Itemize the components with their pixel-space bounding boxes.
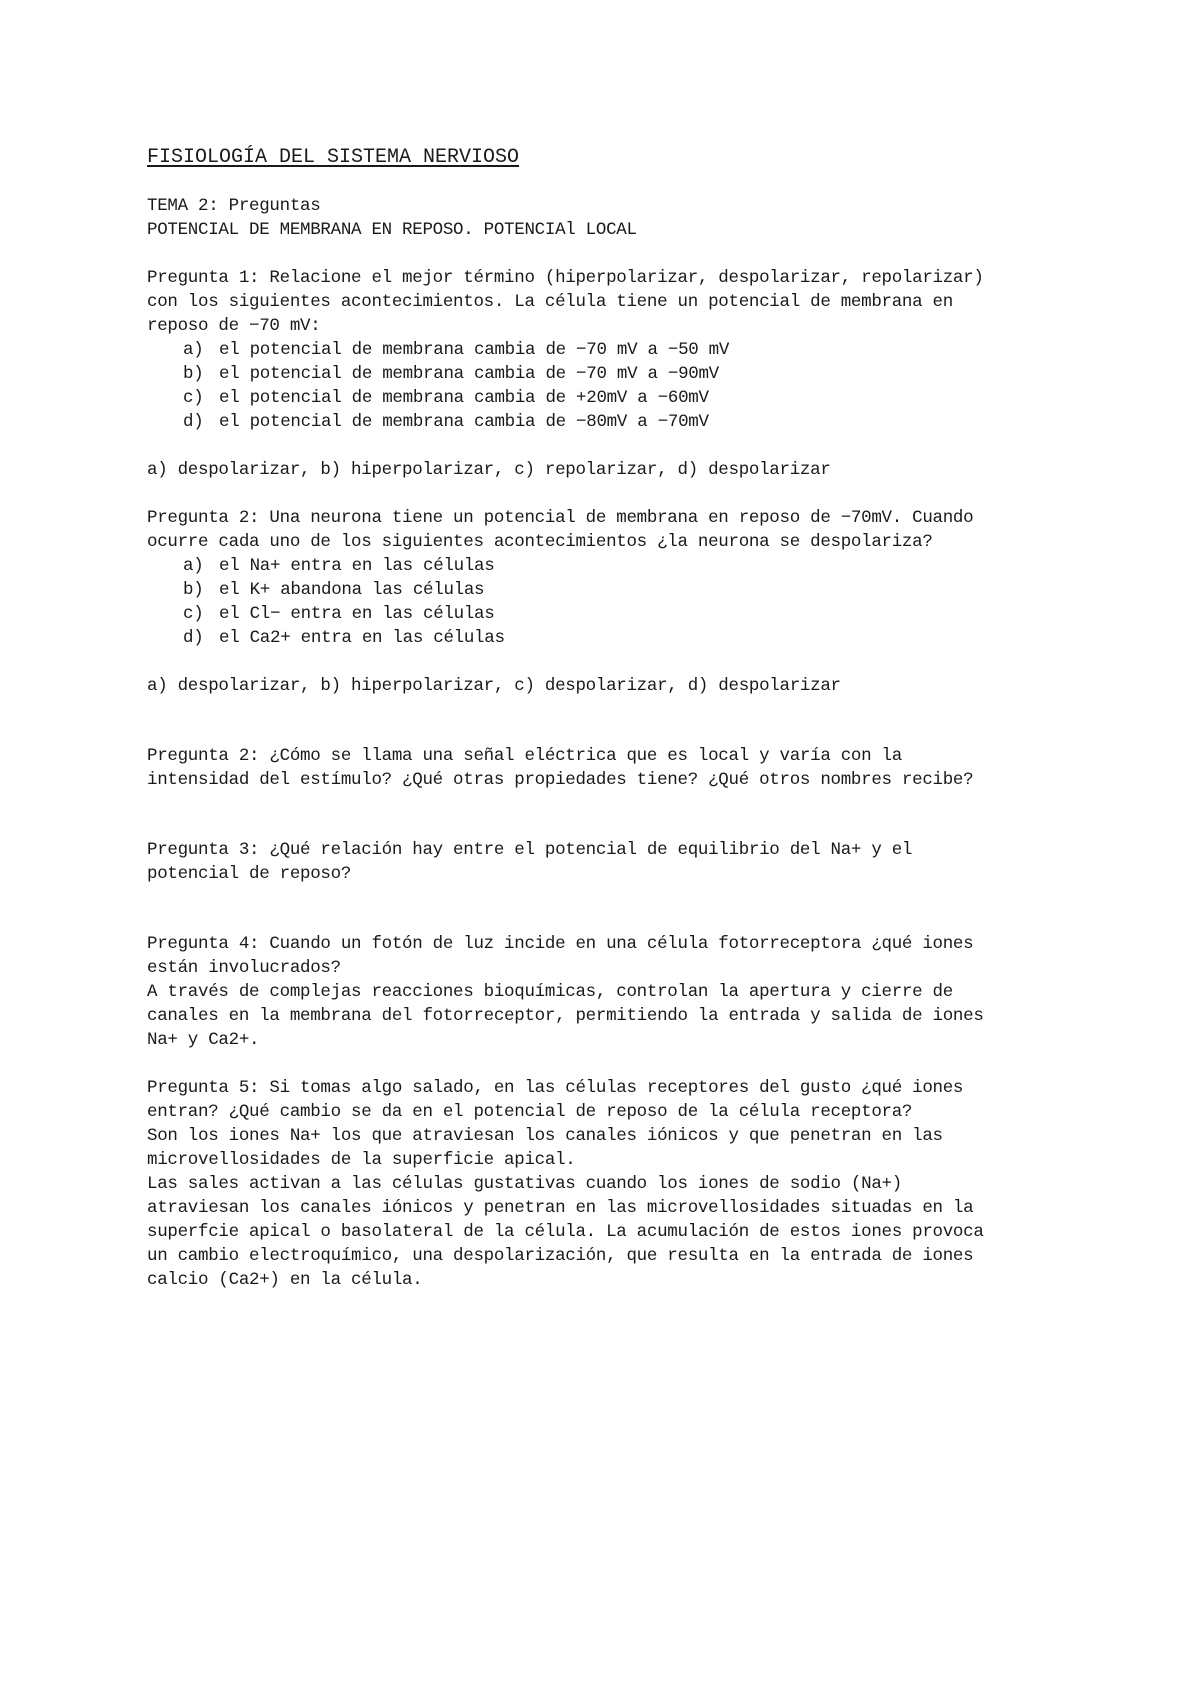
question-text-line: Pregunta 2: ¿Cómo se llama una señal eléctrica que es local y varía con la [147, 746, 902, 766]
question-2 [147, 506, 1067, 698]
list-marker: b) [183, 580, 204, 600]
list-item [147, 410, 1067, 434]
list-marker: c) [183, 604, 204, 624]
answer-text: a) despolarizar, b) hiperpolarizar, c) repolarizar, d) despolarizar [147, 460, 831, 480]
answer-text-line: calcio (Ca2+) en la célula. [147, 1270, 423, 1290]
list-item-text: el potencial de membrana cambia de −80mV a −70mV [219, 412, 709, 432]
list-item [147, 626, 1067, 650]
answer-text-line: un cambio electroquímico, una despolarización, que resulta en la entrada de iones [147, 1246, 974, 1266]
answer-text-line: superfcie apical o basolateral de la célula. La acumulación de estos iones provoca [147, 1222, 984, 1242]
question-text-line: potencial de reposo? [147, 864, 352, 884]
question-text-line: Pregunta 5: Si tomas algo salado, en las células receptores del gusto ¿qué iones [147, 1078, 964, 1098]
topic-heading: TEMA 2: Preguntas [147, 196, 321, 216]
list-marker: d) [183, 412, 204, 432]
list-item-text: el K+ abandona las células [219, 580, 485, 600]
answer-text-line: A través de complejas reacciones bioquímicas, controlan la apertura y cierre de [147, 982, 953, 1002]
list-marker: a) [183, 340, 204, 360]
document-page [147, 144, 1067, 1292]
question-text-line: reposo de −70 mV: [147, 316, 321, 336]
list-marker: c) [183, 388, 204, 408]
answer-text-line: Son los iones Na+ los que atraviesan los canales iónicos y que penetran en las [147, 1126, 943, 1146]
answer-text-line: microvellosidades de la superficie apical. [147, 1150, 576, 1170]
list-marker: b) [183, 364, 204, 384]
question-1 [147, 266, 1067, 482]
list-marker: a) [183, 556, 204, 576]
question-text-line: están involucrados? [147, 958, 341, 978]
question-3 [147, 838, 1067, 886]
answer-text-line: Las sales activan a las células gustativas cuando los iones de sodio (Na+) [147, 1174, 902, 1194]
question-2b [147, 744, 1067, 792]
list-item-text: el potencial de membrana cambia de −70 mV a −90mV [219, 364, 719, 384]
answer-text-line: atraviesan los canales iónicos y penetran en las microvellosidades situadas en la [147, 1198, 974, 1218]
list-item [147, 362, 1067, 386]
question-text-line: Pregunta 3: ¿Qué relación hay entre el potencial de equilibrio del Na+ y el [147, 840, 913, 860]
list-item [147, 338, 1067, 362]
question-text-line: Pregunta 1: Relacione el mejor término (hiperpolarizar, despolarizar, repolarizar) [147, 268, 984, 288]
question-text-line: Pregunta 2: Una neurona tiene un potencial de membrana en reposo de −70mV. Cuando [147, 508, 974, 528]
answer-text-line: Na+ y Ca2+. [147, 1030, 260, 1050]
question-text-line: intensidad del estímulo? ¿Qué otras propiedades tiene? ¿Qué otros nombres recibe? [147, 770, 974, 790]
list-item-text: el Ca2+ entra en las células [219, 628, 505, 648]
list-item-text: el Cl− entra en las células [219, 604, 495, 624]
question-4 [147, 932, 1067, 1052]
list-item-text: el potencial de membrana cambia de −70 mV a −50 mV [219, 340, 730, 360]
question-5 [147, 1076, 1067, 1292]
list-item [147, 386, 1067, 410]
topic-subheading: POTENCIAL DE MEMBRANA EN REPOSO. POTENCIAl LOCAL [147, 220, 637, 240]
answer-text: a) despolarizar, b) hiperpolarizar, c) despolarizar, d) despolarizar [147, 676, 841, 696]
list-item-text: el Na+ entra en las células [219, 556, 495, 576]
list-item [147, 602, 1067, 626]
question-text-line: ocurre cada uno de los siguientes acontecimientos ¿la neurona se despolariza? [147, 532, 933, 552]
document-title: FISIOLOGÍA DEL SISTEMA NERVIOSO [147, 146, 520, 169]
answer-text-line: canales en la membrana del fotorreceptor, permitiendo la entrada y salida de iones [147, 1006, 984, 1026]
list-item [147, 578, 1067, 602]
list-marker: d) [183, 628, 204, 648]
list-item-text: el potencial de membrana cambia de +20mV a −60mV [219, 388, 709, 408]
question-text-line: Pregunta 4: Cuando un fotón de luz incide en una célula fotorreceptora ¿qué iones [147, 934, 974, 954]
question-text-line: entran? ¿Qué cambio se da en el potencial de reposo de la célula receptora? [147, 1102, 913, 1122]
list-item [147, 554, 1067, 578]
question-text-line: con los siguientes acontecimientos. La célula tiene un potencial de membrana en [147, 292, 953, 312]
